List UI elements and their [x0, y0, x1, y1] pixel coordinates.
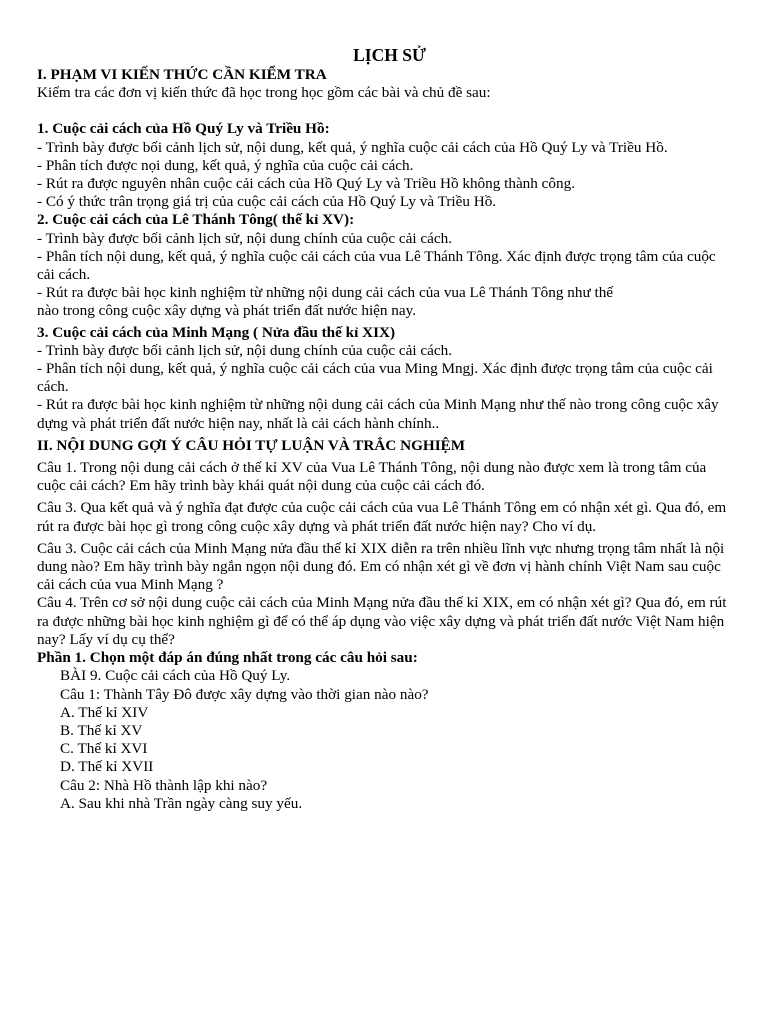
topic-2-line: - Phân tích nội dung, kết quả, ý nghĩa cuộc cải cách của vua Lê Thánh Tông. Xác định được trọng tâm của cuộc cải cách. [37, 247, 716, 284]
section-1-intro: Kiểm tra các đơn vị kiến thức đã học trong học gồm các bài và chủ đề sau: [37, 84, 491, 102]
topic-1-line: - Rút ra được nguyên nhân cuộc cải cách của Hồ Quý Ly và Triều Hồ không thành công. [37, 175, 575, 193]
topic-1-heading: 1. Cuộc cải cách của Hồ Quý Ly và Triều Hồ: [37, 120, 330, 138]
essay-question: Câu 1. Trong nội dung cải cách ở thế kỉ XV của Vua Lê Thánh Tông, nội dung nào được xem là trong tâm của cuộc cải cách? Em hãy trình bày khái quát nội dung của cuộc cải cách đó. [37, 459, 707, 495]
part-1-heading: Phần 1. Chọn một đáp án đúng nhất trong các câu hỏi sau: [37, 649, 418, 667]
lesson-title: BÀI 9. Cuộc cải cách của Hồ Quý Ly. [60, 667, 291, 685]
topic-1 [37, 120, 734, 211]
topic-3-line: - Rút ra được bài học kinh nghiệm từ những nội dung cải cách của Minh Mạng như thế nào trong công cuộc xây dựng và phát triển đất nước hiện nay, nhất là cải cách hành chính.. [37, 396, 719, 432]
topic-1-line: - Có ý thức trân trọng giá trị của cuộc cải cách của Hồ Quý Ly và Triều Hồ. [37, 193, 497, 211]
section-2 [37, 437, 734, 649]
topic-2-line: - Rút ra được bài học kinh nghiệm từ những nội dung cải cách của vua Lê Thánh Tông như thế [37, 284, 614, 302]
section-2-heading: II. NỘI DUNG GỢI Ý CÂU HỎI TỰ LUẬN VÀ TRẮC NGHIỆM [37, 436, 466, 454]
topic-2-line: - Trình bày được bối cảnh lịch sử, nội dung chính của cuộc cải cách. [37, 229, 453, 247]
part-1 [37, 649, 734, 813]
topic-3 [37, 324, 734, 433]
section-1-heading: I. PHẠM VI KIẾN THỨC CẦN KIỂM TRA [37, 66, 327, 83]
quiz-block [37, 667, 734, 813]
essay-question: Câu 3. Qua kết quả và ý nghĩa đạt được của cuộc cải cách của vua Lê Thánh Tông em có nhận xét gì. Qua đó, em rút ra được bài học gì trong công cuộc xây dựng và phát triển đất nước hiện nay? Cho ví dụ. [37, 499, 727, 535]
quiz-question-1: Câu 1: Thành Tây Đô được xây dựng vào thời gian nào nào? [60, 685, 429, 703]
quiz-question-2: Câu 2: Nhà Hồ thành lập khi nào? [60, 776, 268, 794]
answer-option: C. Thế kỉ XVI [60, 740, 148, 758]
answer-option: B. Thế kỉ XV [60, 721, 143, 739]
topic-1-line: - Trình bày được bối cảnh lịch sử, nội dung, kết quả, ý nghĩa cuộc cải cách của Hồ Quý Ly và Triều Hồ. [37, 138, 668, 156]
topic-2-line: nào trong công cuộc xây dựng và phát triển đất nước hiện nay. [37, 302, 417, 320]
topic-2 [37, 211, 734, 320]
document-title: LỊCH SỬ [353, 45, 426, 65]
topic-1-line: - Phân tích được nọi dung, kết quả, ý nghĩa của cuộc cải cách. [37, 156, 414, 174]
topic-3-heading: 3. Cuộc cải cách của Minh Mạng ( Nửa đầu thế kỉ XIX) [37, 323, 396, 341]
answer-option: A. Thế kỉ XIV [60, 703, 149, 721]
section-1 [37, 66, 734, 433]
essay-question: Câu 4. Trên cơ sở nội dung cuộc cải cách của Minh Mạng nửa đầu thế kỉ XIX, em có nhận xét gì? Qua đó, em rút ra được những bài học kinh nghiệm gì để có thể áp dụng vào việc xây dựng và phát triển đất nước Việt Nam hiện nay? Lấy ví dụ cụ thể? [37, 594, 727, 648]
answer-option: A. Sau khi nhà Trần ngày càng suy yếu. [60, 794, 303, 812]
topic-3-line: - Trình bày được bối cảnh lịch sử, nội dung chính của cuộc cải cách. [37, 341, 453, 359]
blank-line [37, 102, 734, 120]
essay-question: Câu 3. Cuộc cải cách của Minh Mạng nửa đầu thế kỉ XIX diễn ra trên nhiều lĩnh vực nhưng trọng tâm nhất là nội dung nào? Em hãy trình bày ngắn ngọn nội dung đó. Em có nhận xét gì về đơn vị hành chính Việt Nam sau cuộc cải cách của vua Minh Mạng ? [37, 539, 725, 594]
topic-2-heading: 2. Cuộc cải cách của Lê Thánh Tông( thế kỉ XV): [37, 211, 355, 229]
topic-3-line: - Phân tích nội dung, kết quả, ý nghĩa cuộc cải cách của vua Ming Mngj. Xác định được trọng tâm của cuộc cải cách. [37, 360, 713, 396]
answer-option: D. Thế kỉ XVII [60, 758, 154, 776]
